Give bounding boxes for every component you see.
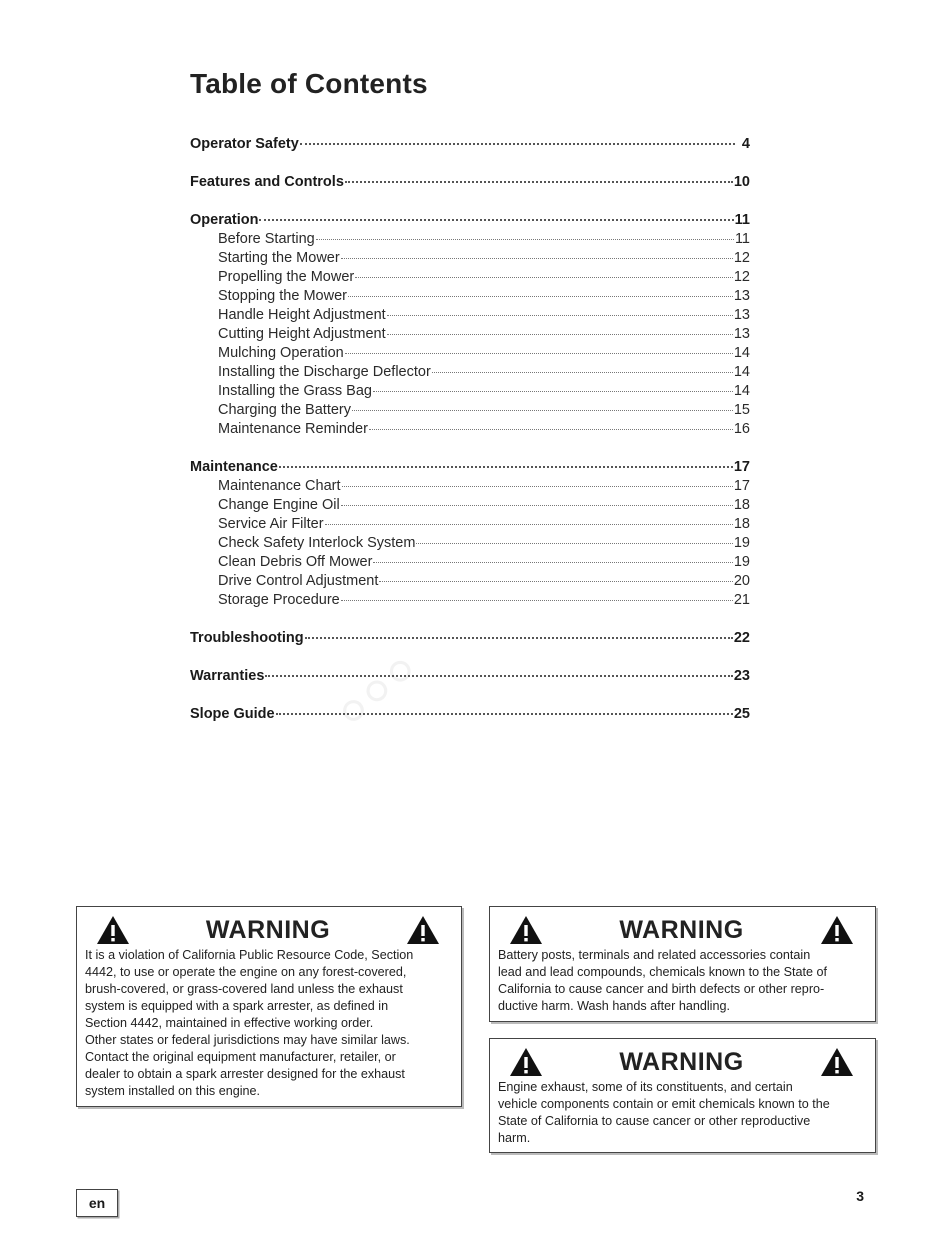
warning-box-battery — [489, 906, 876, 1022]
toc-entry-label: Storage Procedure — [218, 592, 340, 608]
toc-dot-leader — [325, 524, 733, 525]
toc-subsection-entry — [190, 553, 750, 572]
toc-entry-page: 17 — [733, 478, 750, 494]
toc-spacer — [190, 648, 750, 667]
toc-spacer — [190, 439, 750, 458]
page-title: Table of Contents — [190, 68, 428, 99]
toc-dot-leader — [379, 581, 732, 582]
toc-entry-label: Maintenance — [190, 459, 278, 475]
warning-heading: WARNING — [619, 1047, 744, 1076]
toc-entry-label: Features and Controls — [190, 174, 344, 190]
toc-entry-label: Service Air Filter — [218, 516, 324, 532]
warning-triangle-icon — [508, 914, 544, 946]
toc-subsection-entry — [190, 591, 750, 610]
toc-dot-leader — [387, 315, 733, 316]
toc-section-entry — [190, 705, 750, 724]
warning-text: Engine exhaust, some of its constituents, and certain vehicle components contain or emit chemicals known to the State of California to cause cancer or other reproductive harm. — [498, 1080, 830, 1145]
toc-subsection-entry — [190, 534, 750, 553]
toc-entry-label: Operator Safety — [190, 136, 299, 152]
toc-entry-label: Installing the Grass Bag — [218, 383, 372, 399]
toc-entry-label: Operation — [190, 212, 259, 228]
toc-entry-page: 19 — [733, 535, 750, 551]
toc-subsection-entry — [190, 344, 750, 363]
toc-dot-leader — [341, 258, 733, 259]
toc-entry-page: 15 — [733, 402, 750, 418]
toc-dot-leader — [341, 600, 733, 601]
warning-triangle-icon — [508, 1046, 544, 1078]
toc-entry-page: 20 — [733, 573, 750, 589]
toc-entry-page: 14 — [733, 345, 750, 361]
toc-entry-page: 18 — [733, 516, 750, 532]
toc-dot-leader — [373, 562, 732, 563]
warning-box-engine-exhaust — [489, 1038, 876, 1153]
toc-entry-page: 17 — [733, 459, 750, 475]
toc-dot-leader — [276, 713, 733, 715]
warning-triangle-icon — [819, 1046, 855, 1078]
toc-dot-leader — [341, 505, 733, 506]
toc-entry-label: Stopping the Mower — [218, 288, 347, 304]
toc-subsection-entry — [190, 268, 750, 287]
toc-entry-label: Before Starting — [218, 231, 315, 247]
toc-entry-label: Cutting Height Adjustment — [218, 326, 386, 342]
toc-entry-page: 10 — [733, 174, 750, 190]
toc-spacer — [190, 154, 750, 173]
toc-dot-leader — [348, 296, 733, 297]
toc-entry-label: Handle Height Adjustment — [218, 307, 386, 323]
toc-dot-leader — [352, 410, 733, 411]
toc-entry-page: 12 — [733, 269, 750, 285]
toc-dot-leader — [387, 334, 733, 335]
toc-entry-label: Warranties — [190, 668, 265, 684]
toc-section-entry — [190, 667, 750, 686]
toc-dot-leader — [316, 239, 734, 240]
toc-subsection-entry — [190, 287, 750, 306]
toc-entry-label: Maintenance Chart — [218, 478, 341, 494]
toc-entry-label: Charging the Battery — [218, 402, 351, 418]
toc-entry-label: Maintenance Reminder — [218, 421, 368, 437]
toc-dot-leader — [300, 143, 735, 145]
toc-dot-leader — [373, 391, 733, 392]
toc-dot-leader — [432, 372, 733, 373]
warning-text: Battery posts, terminals and related accessories contain lead and lead compounds, chemicals known to the State of California to cause cancer and birth defects or other repro- ductive harm. Wash hands after handling. — [498, 948, 828, 1013]
toc-subsection-entry — [190, 230, 750, 249]
toc-dot-leader — [279, 466, 733, 468]
toc-entry-page: 13 — [733, 307, 750, 323]
background-watermark: ◦◦◦ — [309, 622, 442, 756]
toc-entry-label: Slope Guide — [190, 706, 275, 722]
toc-section-entry — [190, 629, 750, 648]
toc-subsection-entry — [190, 515, 750, 534]
toc-spacer — [190, 192, 750, 211]
toc-entry-label: Mulching Operation — [218, 345, 344, 361]
toc-subsection-entry — [190, 572, 750, 591]
toc-entry-label: Check Safety Interlock System — [218, 535, 416, 551]
toc-subsection-entry — [190, 325, 750, 344]
toc-entry-page: 4 — [741, 136, 750, 152]
toc-subsection-entry — [190, 401, 750, 420]
toc-entry-page: 13 — [733, 288, 750, 304]
warning-box-spark-arrester — [76, 906, 462, 1107]
toc-entry-label: Change Engine Oil — [218, 497, 340, 513]
toc-entry-page: 16 — [733, 421, 750, 437]
toc-entry-label: Installing the Discharge Deflector — [218, 364, 431, 380]
toc-dot-leader — [265, 675, 732, 677]
toc-entry-page: 14 — [733, 364, 750, 380]
toc-dot-leader — [342, 486, 733, 487]
table-of-contents — [190, 135, 750, 724]
toc-subsection-entry — [190, 420, 750, 439]
toc-entry-page: 22 — [733, 630, 750, 646]
toc-subsection-entry — [190, 306, 750, 325]
toc-entry-page: 11 — [734, 212, 750, 228]
warning-triangle-icon — [95, 914, 131, 946]
toc-entry-page: 13 — [733, 326, 750, 342]
toc-entry-page: 25 — [733, 706, 750, 722]
toc-entry-page: 18 — [733, 497, 750, 513]
toc-dot-leader — [369, 429, 733, 430]
warning-heading: WARNING — [619, 915, 744, 944]
page-number: 3 — [856, 1188, 864, 1204]
toc-spacer — [190, 610, 750, 629]
toc-dot-leader — [355, 277, 733, 278]
warning-triangle-icon — [819, 914, 855, 946]
toc-entry-label: Propelling the Mower — [218, 269, 355, 285]
toc-section-entry — [190, 173, 750, 192]
toc-dot-leader — [259, 219, 733, 221]
toc-entry-label: Starting the Mower — [218, 250, 340, 266]
toc-spacer — [190, 686, 750, 705]
toc-subsection-entry — [190, 477, 750, 496]
toc-entry-page: 11 — [734, 231, 750, 247]
toc-entry-label: Drive Control Adjustment — [218, 573, 379, 589]
toc-section-entry — [190, 211, 750, 230]
toc-entry-label: Troubleshooting — [190, 630, 304, 646]
toc-dot-leader — [305, 637, 733, 639]
toc-entry-label: Clean Debris Off Mower — [218, 554, 373, 570]
toc-dot-leader — [345, 353, 733, 354]
toc-section-entry — [190, 458, 750, 477]
toc-subsection-entry — [190, 382, 750, 401]
toc-subsection-entry — [190, 249, 750, 268]
toc-entry-page: 23 — [733, 668, 750, 684]
language-badge: en — [76, 1189, 118, 1217]
toc-subsection-entry — [190, 496, 750, 515]
toc-entry-page: 14 — [733, 383, 750, 399]
toc-subsection-entry — [190, 363, 750, 382]
warning-text: It is a violation of California Public Resource Code, Section 4442, to use or operate the engine on any forest-covered, brush-covered, or grass-covered land unless the exhaust system is equipped with a spark arrester, as defined in Section 4442, maintained in effective working order. Other states or federal jurisdictions may have similar laws. Contact the original equipment manufacturer, retailer, or dealer to obtain a spark arrester designed for the exhaust system installed on this engine. — [85, 948, 414, 1098]
warning-heading: WARNING — [205, 915, 331, 944]
toc-entry-page: 21 — [733, 592, 750, 608]
toc-entry-page: 12 — [733, 250, 750, 266]
toc-section-entry — [190, 135, 750, 154]
warning-triangle-icon — [405, 914, 441, 946]
toc-dot-leader — [345, 181, 733, 183]
toc-dot-leader — [416, 543, 732, 544]
toc-entry-page: 19 — [733, 554, 750, 570]
